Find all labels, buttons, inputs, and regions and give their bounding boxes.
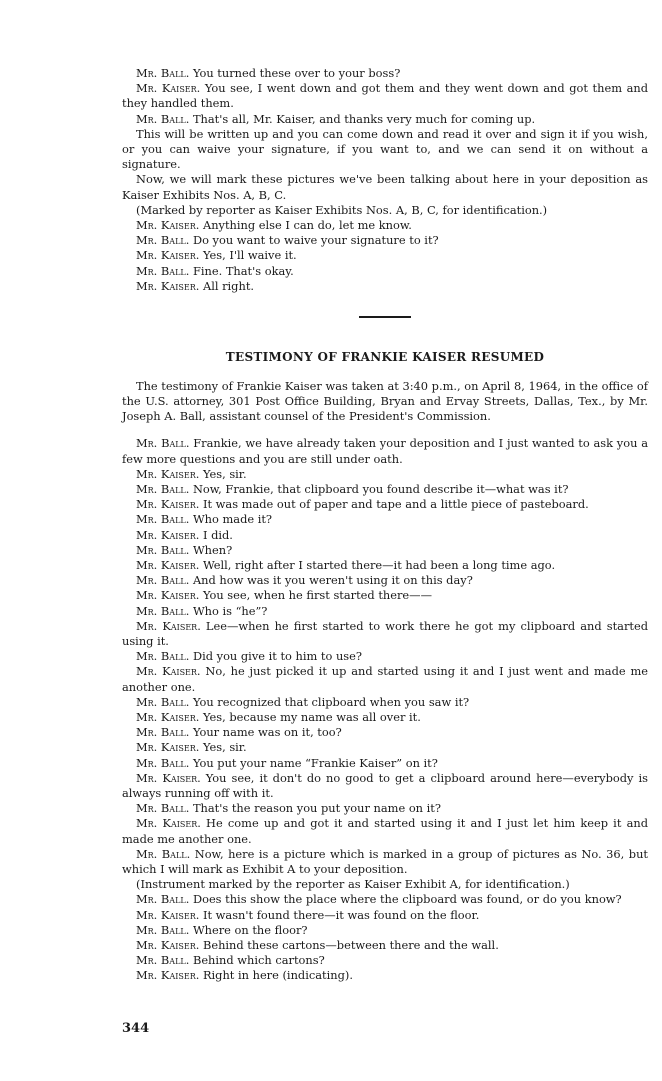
line-text: Now, we will mark these pictures we've been talking about here in your deposition as Kaiser Exhibits Nos. A, B, C.	[122, 172, 648, 202]
line-text: Now, Frankie, that clipboard you found describe it—what was it?	[189, 481, 569, 496]
section-heading: TESTIMONY OF FRANKIE KAISER RESUMED	[225, 349, 545, 364]
speaker-label: Mr. Kaiser.	[136, 770, 201, 785]
page-number: 344	[122, 1021, 150, 1036]
speaker-label: Mr. Ball.	[136, 111, 190, 126]
speaker-label: Mr. Kaiser.	[136, 218, 200, 233]
line-text: Yes, because my name was all over it.	[199, 710, 421, 725]
speaker-label: Mr. Kaiser.	[136, 710, 200, 725]
transcript-line	[122, 203, 648, 218]
transcript-line	[122, 528, 648, 543]
transcript-line	[122, 908, 648, 923]
speaker-label: Mr. Kaiser.	[136, 618, 201, 633]
line-text: Well, right after I started there—it had been a long time ago.	[199, 557, 556, 572]
transcript-line	[122, 847, 648, 877]
line-text: You see, I went down and got them and they went down and got them and they handled them.	[122, 81, 648, 111]
line-text: All right.	[199, 278, 255, 293]
transcript-line	[122, 218, 648, 233]
speaker-label: Mr. Ball.	[136, 649, 190, 664]
line-text: (Instrument marked by the reporter as Kaiser Exhibit A, for identification.)	[136, 877, 570, 892]
speaker-label: Mr. Ball.	[136, 436, 190, 451]
speaker-label: Mr. Kaiser.	[136, 557, 200, 572]
transcript-line	[122, 573, 648, 588]
speaker-label: Mr. Ball.	[136, 573, 190, 588]
speaker-label: Mr. Ball.	[136, 922, 190, 937]
speaker-label: Mr. Ball.	[136, 233, 190, 248]
line-text: You see, it don't do no good to get a clipboard around here—everybody is always running off with it.	[122, 770, 648, 801]
transcript-line	[122, 877, 648, 892]
speaker-label: Mr. Kaiser.	[136, 740, 200, 755]
transcript-line	[122, 695, 648, 710]
line-text: Do you want to waive your signature to it?	[189, 233, 439, 248]
speaker-label: Mr. Ball.	[136, 892, 190, 907]
line-text: Yes, sir.	[199, 466, 247, 481]
line-text: You recognized that clipboard when you saw it?	[189, 694, 470, 709]
transcript-line	[122, 649, 648, 664]
speaker-label: Mr. Kaiser.	[136, 81, 201, 96]
line-text: (Marked by reporter as Kaiser Exhibits Nos. A, B, C, for identification.)	[136, 202, 548, 217]
transcript-line	[122, 81, 648, 111]
line-text: Behind which cartons?	[189, 953, 325, 968]
speaker-label: Mr. Kaiser.	[136, 497, 200, 512]
transcript-line	[122, 756, 648, 771]
line-text: Yes, I'll waive it.	[199, 248, 297, 263]
speaker-label: Mr. Kaiser.	[136, 816, 201, 831]
speaker-label: Mr. Ball.	[136, 66, 190, 80]
transcript-line	[122, 968, 648, 983]
speaker-label: Mr. Kaiser.	[136, 278, 200, 293]
speaker-label: Mr. Ball.	[136, 725, 190, 740]
line-text: I did.	[199, 527, 233, 542]
transcript-line	[122, 664, 648, 694]
speaker-label: Mr. Kaiser.	[136, 466, 200, 481]
speaker-label: Mr. Kaiser.	[136, 968, 200, 983]
transcript-block-2	[122, 436, 648, 983]
line-text: You put your name “Frankie Kaiser” on it?	[189, 755, 438, 770]
speaker-label: Mr. Ball.	[136, 846, 191, 861]
line-text: Yes, sir.	[199, 740, 247, 755]
transcript-line	[122, 172, 648, 202]
line-text: It wasn't found there—it was found on the floor.	[199, 907, 480, 922]
transcript-line	[122, 923, 648, 938]
speaker-label: Mr. Kaiser.	[136, 527, 200, 542]
transcript-line	[122, 482, 648, 497]
speaker-label: Mr. Ball.	[136, 263, 190, 278]
transcript-line	[122, 436, 648, 466]
line-text: Fine. That's okay.	[189, 263, 294, 278]
transcript-line	[122, 588, 648, 603]
line-text: That's the reason you put your name on it?	[189, 801, 441, 816]
transcript-line	[122, 619, 648, 649]
line-text: That's all, Mr. Kaiser, and thanks very much for coming up.	[189, 111, 536, 126]
transcript-line	[122, 710, 648, 725]
line-text: Who made it?	[189, 512, 273, 527]
transcript-line	[122, 543, 648, 558]
line-text: It was made out of paper and tape and a little piece of pasteboard.	[199, 497, 589, 512]
speaker-label: Mr. Kaiser.	[136, 248, 200, 263]
transcript-line	[122, 512, 648, 527]
transcript-line	[122, 497, 648, 512]
line-text: Did you give it to him to use?	[189, 649, 363, 664]
speaker-label: Mr. Kaiser.	[136, 907, 200, 922]
transcript-line	[122, 66, 648, 81]
line-text: He come up and got it and started using it and I just let him keep it and made me another one.	[122, 816, 648, 846]
line-text: No, he just picked it up and started using it and I just went and made me another one.	[122, 664, 648, 694]
speaker-label: Mr. Ball.	[136, 512, 190, 527]
speaker-label: Mr. Ball.	[136, 603, 190, 618]
transcript-line	[122, 264, 648, 279]
transcript-line	[122, 801, 648, 816]
line-text: Who is “he”?	[189, 603, 268, 618]
transcript-line	[122, 740, 648, 755]
speaker-label: Mr. Ball.	[136, 953, 190, 968]
line-text: And how was it you weren't using it on this day?	[189, 573, 473, 588]
line-text: Now, here is a picture which is marked in a group of pictures as No. 36, but which I will mark as Exhibit A to your deposition.	[122, 846, 648, 877]
speaker-label: Mr. Ball.	[136, 694, 190, 709]
speaker-label: Mr. Kaiser.	[136, 664, 201, 679]
line-text: Right in here (indicating).	[199, 968, 353, 983]
intro-paragraph: The testimony of Frankie Kaiser was taken at 3:40 p.m., on April 8, 1964, in the office of the U.S. attorney, 301 Post Office Building, Bryan and Ervay Streets, Dallas, Tex., by Mr. Joseph A. Ball, assistant counsel of the President's Commission.	[122, 378, 648, 424]
transcript-line	[122, 604, 648, 619]
speaker-label: Mr. Ball.	[136, 481, 190, 496]
line-text: Lee—when he first started to work there he got my clipboard and started using it.	[122, 618, 648, 648]
transcript-line	[122, 892, 648, 907]
line-text: Does this show the place where the clipboard was found, or do you know?	[189, 892, 622, 907]
speaker-label: Mr. Ball.	[136, 801, 190, 816]
transcript-line	[122, 816, 648, 846]
transcript-block-1	[122, 66, 648, 294]
speaker-label: Mr. Ball.	[136, 755, 190, 770]
transcript-line	[122, 279, 648, 294]
line-text: When?	[189, 542, 233, 557]
speaker-label: Mr. Kaiser.	[136, 938, 200, 953]
line-text: Behind these cartons—between there and the wall.	[199, 938, 499, 953]
transcript-line	[122, 467, 648, 482]
transcript-line	[122, 771, 648, 801]
line-text: You see, when he first started there——	[199, 588, 432, 603]
transcript-page	[122, 66, 648, 984]
transcript-line	[122, 558, 648, 573]
transcript-line	[122, 233, 648, 248]
line-text: This will be written up and you can come down and read it over and sign it if you wish, or you can waive your signature, if you want to, and we can send it on without a signature.	[122, 126, 648, 172]
line-text: Anything else I can do, let me know.	[199, 218, 412, 233]
speaker-label: Mr. Ball.	[136, 542, 190, 557]
transcript-line	[122, 938, 648, 953]
line-text: Where on the floor?	[189, 922, 308, 937]
transcript-line	[122, 725, 648, 740]
line-text: Frankie, we have already taken your deposition and I just wanted to ask you a few more questions and you are still under oath.	[122, 436, 648, 466]
transcript-line	[122, 248, 648, 263]
speaker-label: Mr. Kaiser.	[136, 588, 200, 603]
transcript-line	[122, 953, 648, 968]
transcript-line	[122, 112, 648, 127]
line-text: Your name was on it, too?	[189, 725, 342, 740]
line-text: You turned these over to your boss?	[189, 66, 401, 80]
transcript-line	[122, 127, 648, 173]
